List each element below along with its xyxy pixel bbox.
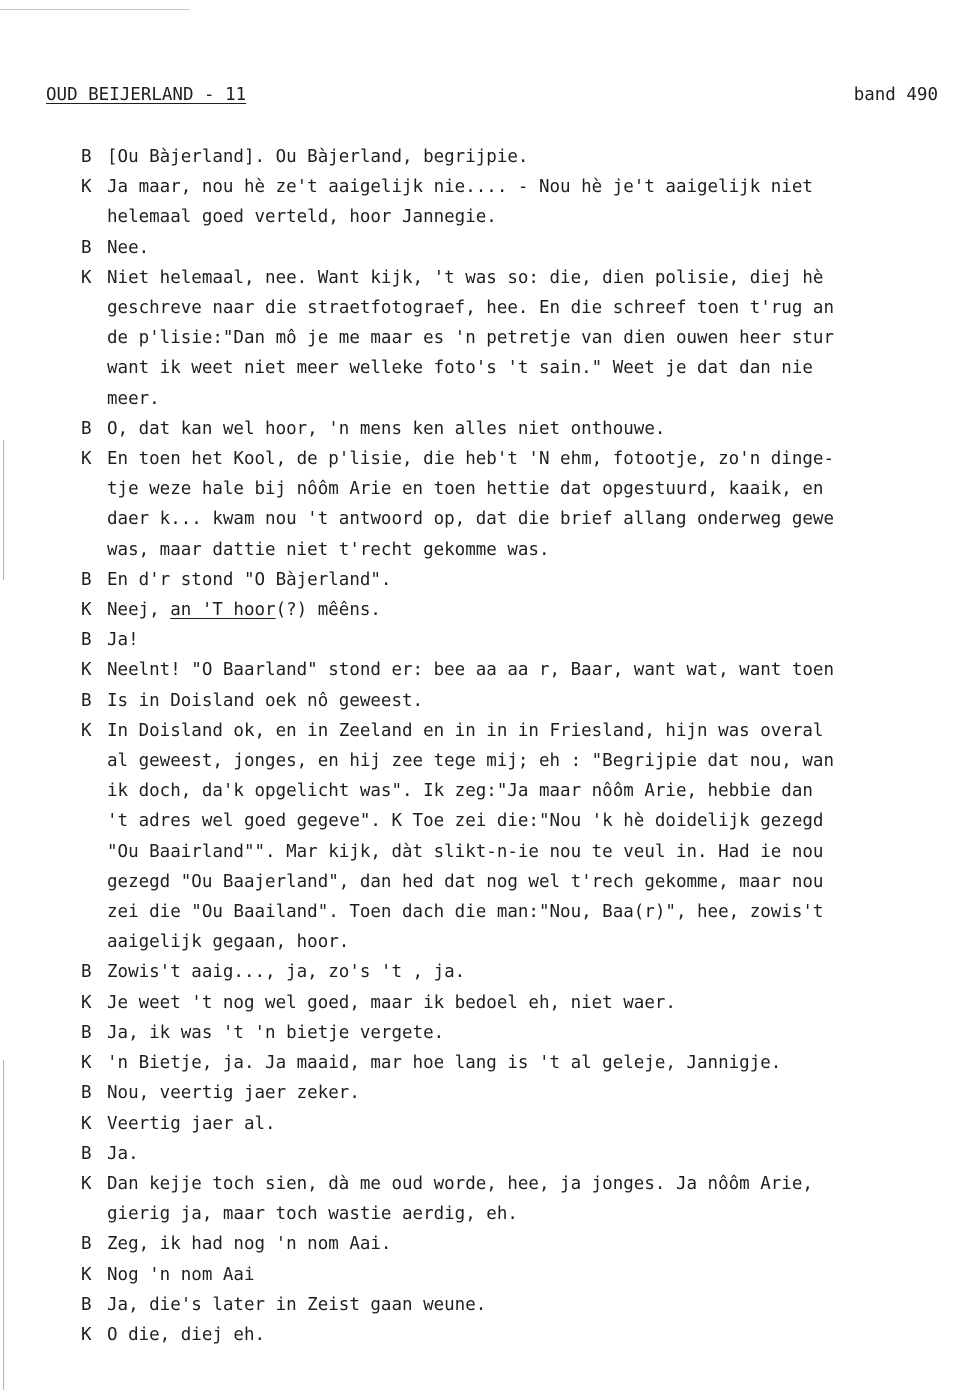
- speaker-label: K: [81, 600, 92, 621]
- speaker-label: K: [81, 449, 92, 470]
- utterance-line: Is in Doisland oek nô geweest.: [107, 690, 424, 711]
- speaker-label: K: [81, 1264, 92, 1285]
- utterance-line: Zowis't aaig..., ja, zo's 't , ja.: [107, 962, 466, 983]
- utterance-line: 't adres wel goed gegeve". K Toe zei die:"Nou 'k hè doidelijk gezegd: [107, 811, 824, 832]
- transcript-turn: [81, 595, 959, 625]
- transcript-turn: [81, 1169, 959, 1229]
- scan-edge-line: [0, 9, 190, 10]
- transcript-turn: [81, 1290, 959, 1320]
- transcript-turn: [81, 1048, 959, 1078]
- utterance: [107, 1109, 276, 1139]
- utterance-line: Ja!: [107, 630, 139, 651]
- transcript-body: [81, 142, 959, 1350]
- utterance-line: Ja maar, nou hè ze't aaigelijk nie.... - Nou hè je't aaigelijk niet: [107, 177, 813, 198]
- utterance-line: "Ou Baairland"". Mar kijk, dàt slikt-n-ie nou te veul in. Had ie nou: [107, 841, 824, 862]
- utterance-line: Ja, ik was 't 'n bietje vergete.: [107, 1022, 445, 1043]
- text-segment: (?) mêêns.: [275, 600, 381, 621]
- scan-margin-line: [3, 440, 4, 580]
- utterance-line: En toen het Kool, de p'lisie, die heb't 'N ehm, fotootje, zo'n dinge-: [107, 449, 834, 470]
- utterance: [107, 595, 381, 625]
- utterance: [107, 233, 149, 263]
- utterance-line: En d'r stond "O Bàjerland".: [107, 569, 392, 590]
- utterance-line: tje weze hale bij nôôm Arie en toen hettie dat opgestuurd, kaaik, en: [107, 479, 824, 500]
- utterance: [107, 625, 139, 655]
- speaker-label: B: [81, 1022, 92, 1043]
- speaker-label: K: [81, 660, 92, 681]
- transcript-turn: [81, 142, 959, 172]
- speaker-label: K: [81, 177, 92, 198]
- transcript-turn: [81, 1260, 959, 1290]
- utterance: [107, 172, 813, 232]
- transcript-turn: [81, 686, 959, 716]
- page-title: OUD BEIJERLAND - 11: [46, 85, 247, 105]
- utterance: [107, 957, 465, 987]
- utterance: [107, 263, 834, 414]
- utterance: [107, 1260, 255, 1290]
- utterance: [107, 716, 834, 958]
- utterance-line: want ik weet niet meer welleke foto's 't sain." Weet je dat dan nie: [107, 358, 813, 379]
- utterance-line: Veertig jaer al.: [107, 1113, 276, 1134]
- utterance-line: gezegd "Ou Baajerland", dan hed dat nog wel t'rech gekomme, maar nou: [107, 871, 824, 892]
- speaker-label: B: [81, 569, 92, 590]
- text-segment: Neej,: [107, 600, 171, 621]
- scan-margin-line: [3, 1060, 4, 1390]
- speaker-label: B: [81, 962, 92, 983]
- transcript-turn: [81, 565, 959, 595]
- utterance: [107, 1290, 486, 1320]
- utterance: [107, 1078, 360, 1108]
- utterance-line: In Doisland ok, en in Zeeland en in in in Friesland, hijn was overal: [107, 720, 824, 741]
- transcript-turn: [81, 1139, 959, 1169]
- transcript-turn: [81, 625, 959, 655]
- utterance-line: Ja, die's later in Zeist gaan weune.: [107, 1294, 487, 1315]
- utterance: [107, 1018, 444, 1048]
- utterance: [107, 565, 391, 595]
- utterance-line: meer.: [107, 388, 160, 409]
- utterance-line: Ja.: [107, 1143, 139, 1164]
- utterance: [107, 414, 665, 444]
- speaker-label: B: [81, 1294, 92, 1315]
- utterance-line: 'n Bietje, ja. Ja maaid, mar hoe lang is 't al geleje, Jannigje.: [107, 1053, 782, 1074]
- utterance-line: O, dat kan wel hoor, 'n mens ken alles niet onthouwe.: [107, 418, 666, 439]
- underlined-text: an 'T hoor: [170, 600, 276, 621]
- speaker-label: B: [81, 630, 92, 651]
- speaker-label: B: [81, 690, 92, 711]
- transcript-turn: [81, 1018, 959, 1048]
- transcript-turn: [81, 1109, 959, 1139]
- speaker-label: B: [81, 1083, 92, 1104]
- transcript-turn: [81, 1229, 959, 1259]
- utterance: [107, 1169, 813, 1229]
- speaker-label: K: [81, 267, 92, 288]
- utterance-line: Nog 'n nom Aai: [107, 1264, 255, 1285]
- speaker-label: K: [81, 1053, 92, 1074]
- utterance: [107, 1139, 139, 1169]
- speaker-label: B: [81, 1143, 92, 1164]
- utterance-line: gierig ja, maar toch wastie aerdig, eh.: [107, 1204, 518, 1225]
- transcript-turn: [81, 414, 959, 444]
- speaker-label: K: [81, 1173, 92, 1194]
- utterance-line: geschreve naar die straetfotograef, hee. En die schreef toen t'rug an: [107, 298, 834, 319]
- utterance-line: [107, 595, 381, 625]
- speaker-label: B: [81, 418, 92, 439]
- speaker-label: K: [81, 720, 92, 741]
- utterance-line: was, maar dattie niet t'recht gekomme was.: [107, 539, 550, 560]
- tape-number: band 490: [853, 85, 938, 105]
- utterance-line: Niet helemaal, nee. Want kijk, 't was so: die, dien polisie, diej hè: [107, 267, 824, 288]
- utterance-line: ik doch, da'k opgelicht was". Ik zeg:"Ja maar nôôm Arie, hebbie dan: [107, 781, 813, 802]
- utterance-line: zei die "Ou Baailand". Toen dach die man:"Nou, Baa(r)", hee, zowis't: [107, 902, 824, 923]
- utterance-line: O die, diej eh.: [107, 1324, 266, 1345]
- transcript-turn: [81, 233, 959, 263]
- transcript-turn: [81, 957, 959, 987]
- utterance-line: Dan kejje toch sien, dà me oud worde, hee, ja jonges. Ja nôôm Arie,: [107, 1173, 813, 1194]
- speaker-label: K: [81, 1113, 92, 1134]
- utterance: [107, 686, 423, 716]
- utterance: [107, 1048, 781, 1078]
- utterance-line: Nee.: [107, 237, 150, 258]
- speaker-label: K: [81, 992, 92, 1013]
- utterance-line: de p'lisie:"Dan mô je me maar es 'n petretje van dien ouwen heer stur: [107, 328, 834, 349]
- utterance: [107, 655, 834, 685]
- utterance: [107, 444, 834, 565]
- transcript-turn: [81, 1078, 959, 1108]
- transcript-turn: [81, 172, 959, 232]
- transcript-turn: [81, 263, 959, 414]
- transcript-turn: [81, 716, 959, 958]
- speaker-label: B: [81, 1234, 92, 1255]
- utterance: [107, 1229, 391, 1259]
- utterance-line: al geweest, jonges, en hij zee tege mij; eh : "Begrijpie dat nou, wan: [107, 751, 834, 772]
- utterance-line: helemaal goed verteld, hoor Jannegie.: [107, 207, 497, 228]
- utterance: [107, 1320, 265, 1350]
- transcript-turn: [81, 655, 959, 685]
- utterance-line: Nou, veertig jaer zeker.: [107, 1083, 360, 1104]
- transcript-turn: [81, 444, 959, 565]
- utterance-line: Je weet 't nog wel goed, maar ik bedoel eh, niet waer.: [107, 992, 676, 1013]
- speaker-label: K: [81, 1324, 92, 1345]
- speaker-label: B: [81, 147, 92, 167]
- speaker-label: B: [81, 237, 92, 258]
- utterance-line: aaigelijk gegaan, hoor.: [107, 932, 350, 953]
- utterance-line: [Ou Bàjerland]. Ou Bàjerland, begrijpie.: [107, 147, 529, 167]
- transcript-turn: [81, 988, 959, 1018]
- utterance: [107, 988, 676, 1018]
- utterance-line: daer k... kwam nou 't antwoord op, dat die brief allang onderweg gewe: [107, 509, 834, 530]
- utterance-line: Neelnt! "O Baarland" stond er: bee aa aa r, Baar, want wat, want toen: [107, 660, 834, 681]
- utterance-line: Zeg, ik had nog 'n nom Aai.: [107, 1234, 392, 1255]
- transcript-turn: [81, 1320, 959, 1350]
- utterance: [107, 142, 528, 172]
